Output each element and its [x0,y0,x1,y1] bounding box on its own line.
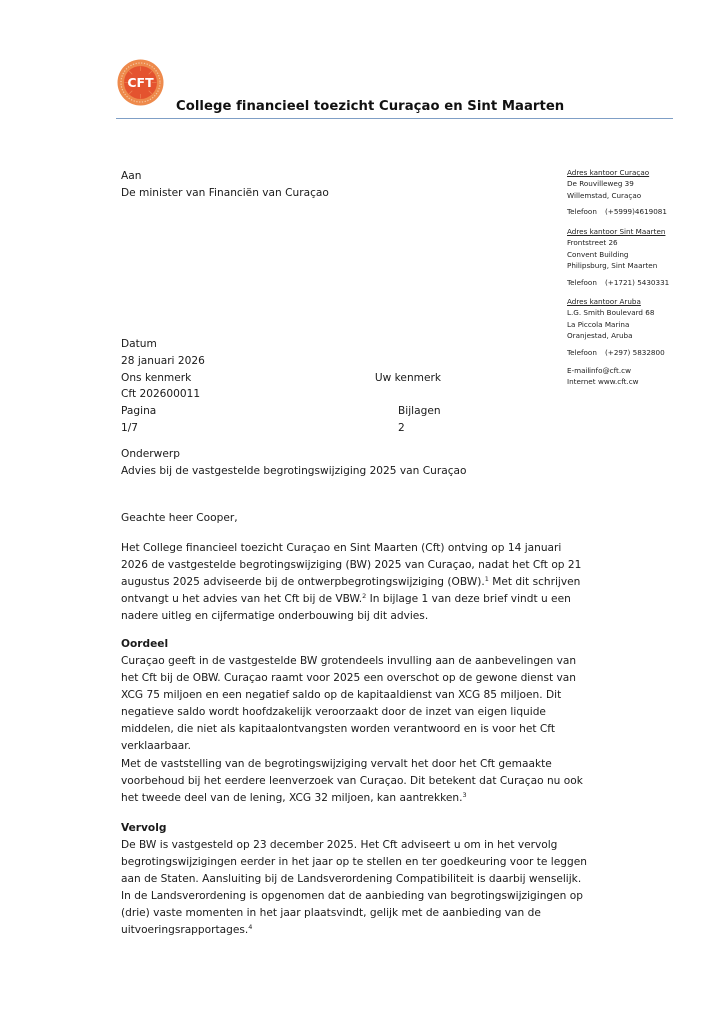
phone-label: Telefoon [567,207,597,217]
attachments-count: 2 [398,421,405,434]
section-oordeel [121,636,611,755]
paragraph-line: (drie) vaste momenten in het jaar plaatsvindt, gelijk met de aanbieding van de [121,907,541,919]
paragraph-line: XCG 75 miljoen en een negatief saldo op de kapitaaldienst van XCG 85 miljoen. Dit [121,689,562,701]
line-text: uitvoeringsrapportages. [121,924,249,936]
paragraph-line: negatieve saldo wordt hoofdzakelijk veroorzaakt door de inzet van eigen liquide [121,706,546,718]
paragraph-line: De BW is vastgesteld op 23 december 2025. Het Cft adviseert u om in het vervolg [121,839,558,851]
date-value: 28 januari 2026 [121,354,205,367]
paragraph-intro [121,540,611,625]
logo-text: CFT [127,75,154,90]
page-label: Pagina [121,405,157,418]
paragraph-line [121,591,611,608]
email-label: E-mail [567,366,590,375]
address-heading: Adres kantoor Curaçao [567,168,650,177]
email-link[interactable]: info@cft.cw [589,366,631,375]
phone-row [567,277,669,288]
paragraph-line: voorbehoud bij het eerdere leenverzoek van Curaçao. Dit betekent dat Curaçao nu ook [121,775,583,787]
paragraph-line: aan de Staten. Aansluiting bij de Landsverordening Compatibiliteit is daarbij wenselijk. [121,873,582,885]
address-line: Convent Building [567,249,629,259]
address-curacao [567,167,667,218]
phone-number: (+297) 5832800 [605,347,665,357]
email-row [567,365,639,376]
website-link[interactable]: www.cft.cw [598,377,639,387]
recipient-label: Aan [121,170,142,182]
paragraph-line: middelen, die niet als kapitaalontvangsten worden verantwoord en is voor het Cft [121,723,555,735]
recipient-block [121,168,329,202]
paragraph-line: het Cft bij de OBW. Curaçao raamt voor 2025 een overschot op de gewone dienst van [121,672,576,684]
phone-number: (+1721) 5430331 [605,277,670,287]
organization-title: College financieel toezicht Curaçao en Sint Maarten [176,99,565,114]
line-text: augustus 2025 adviseerde bij de ontwerpbegrotingswijziging (OBW). [121,576,485,588]
paragraph-line: verklaarbaar. [121,740,192,752]
line-text: In bijlage 1 van deze brief vindt u een [366,593,571,605]
line-text: ontvangt u het advies van het Cft bij de VBW. [121,593,363,605]
paragraph-line: 2026 de vastgestelde begrotingswijziging (BW) 2025 van Curaçao, nadat het Cft op 21 [121,559,582,571]
paragraph-line [121,922,611,939]
address-sint-maarten [567,226,669,288]
phone-label: Telefoon [567,347,597,357]
address-line: L.G. Smith Boulevard 68 [567,308,655,318]
address-line: Frontstreet 26 [567,238,618,248]
footnote-ref[interactable]: 4 [248,923,253,931]
subject-text: Advies bij de vastgestelde begrotingswijziging 2025 van Curaçao [121,465,467,477]
attachments-label: Bijlagen [398,405,441,418]
address-heading: Adres kantoor Sint Maarten [567,227,666,236]
section-vervolg [121,820,611,939]
our-reference-label: Ons kenmerk [121,371,192,384]
subject-block [121,446,467,480]
section-heading: Vervolg [121,822,167,834]
phone-row [567,347,665,358]
paragraph-line: nadere uitleg en cijfermatige onderbouwing bij dit advies. [121,610,429,622]
subject-label: Onderwerp [121,448,180,460]
address-aruba [567,296,665,358]
internet-label: Internet [567,377,596,387]
address-line: Philipsburg, Sint Maarten [567,261,658,271]
address-line: La Piccola Marina [567,319,630,329]
internet-row [567,376,639,387]
salutation: Geachte heer Cooper, [121,512,238,524]
your-reference-label: Uw kenmerk [374,371,441,384]
phone-number: (+5999)4619081 [605,207,667,217]
footnote-ref[interactable]: 2 [362,592,367,600]
phone-row [567,206,667,217]
recipient-name: De minister van Financiën van Curaçao [121,187,329,199]
address-line: De Rouvilleweg 39 [567,179,634,189]
paragraph-line: Met de vaststelling van de begrotingswijziging vervalt het door het Cft gemaakte [121,758,552,770]
header-divider [116,118,673,119]
paragraph-line: begrotingswijzigingen eerder in het jaar op te stellen en ter goedkeuring voor te leggen [121,856,587,868]
address-line: Oranjestad, Aruba [567,331,633,341]
line-text: Met dit schrijven [488,576,581,588]
address-heading: Adres kantoor Aruba [567,297,641,306]
our-reference-value: Cft 202600011 [121,388,201,401]
contact-info [567,365,639,388]
page-number: 1/7 [121,421,139,434]
section-heading: Oordeel [121,638,169,650]
paragraph-line [121,574,611,591]
footnote-ref[interactable]: 1 [484,575,489,583]
footnote-ref[interactable]: 3 [462,791,467,799]
paragraph-line: Curaçao geeft in de vastgestelde BW grotendeels invulling aan de aanbevelingen van [121,655,577,667]
letter-meta [121,336,441,437]
paragraph-line [121,790,611,807]
paragraph-line: Het College financieel toezicht Curaçao en Sint Maarten (Cft) ontving op 14 januari [121,542,562,554]
paragraph-loan [121,756,611,807]
address-line: Willemstad, Curaçao [567,190,642,200]
line-text: het tweede deel van de lening, XCG 32 miljoen, kan aantrekken. [121,792,463,804]
phone-label: Telefoon [567,277,597,287]
paragraph-line: In de Landsverordening is opgenomen dat de aanbieding van begrotingswijzigingen op [121,890,583,902]
date-label: Datum [121,338,157,350]
cft-logo-icon [117,59,164,106]
